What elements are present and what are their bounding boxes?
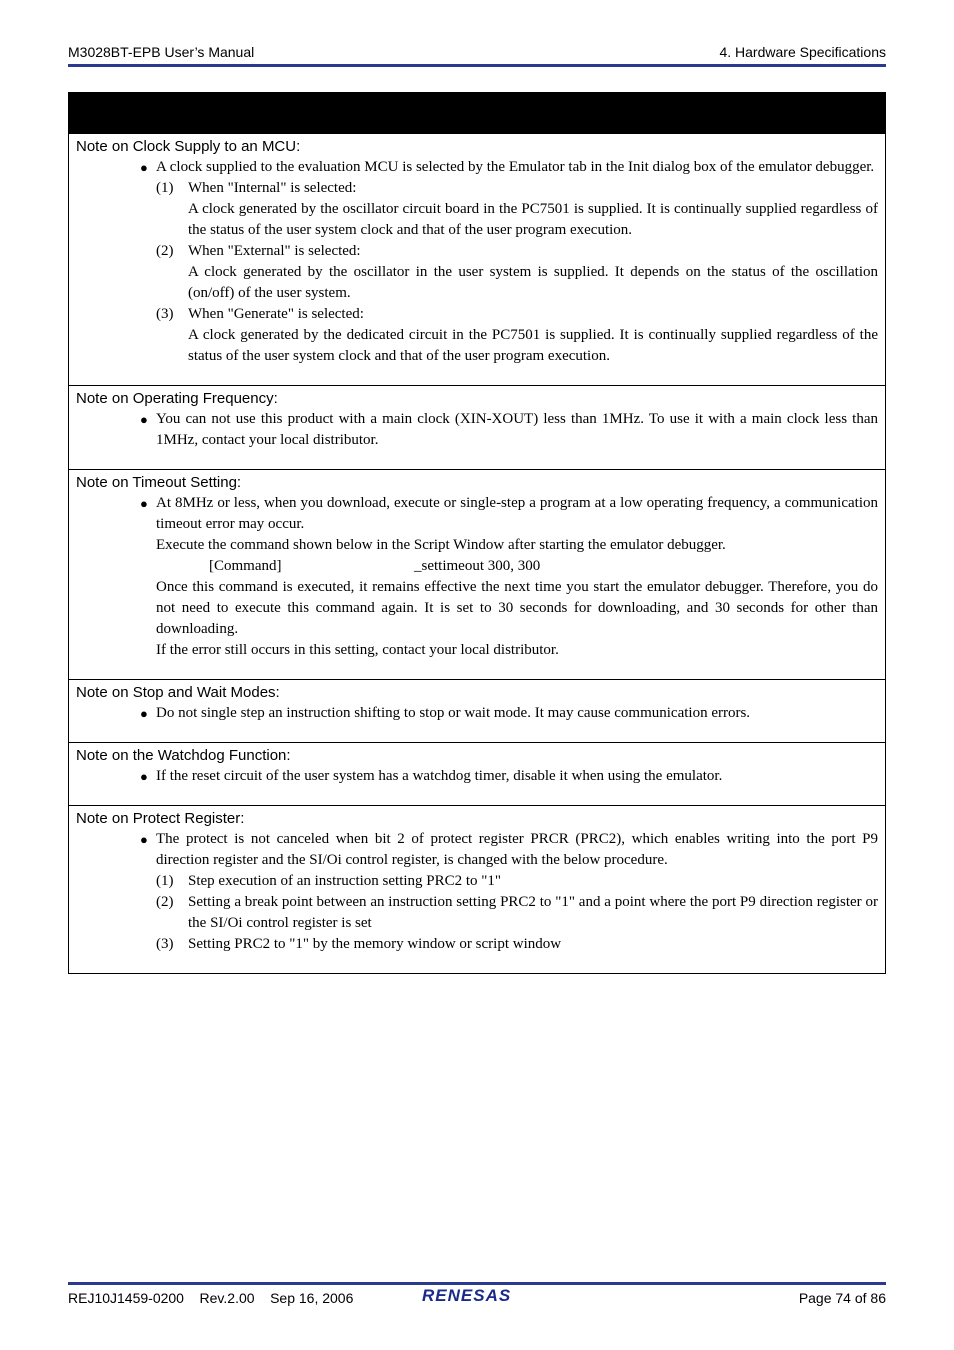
bullet-item: ● You can not use this product with a main clock (XIN-XOUT) less than 1MHz. To use it with a main clock less than 1MHz, contact your local distributor. — [140, 411, 878, 448]
header-rule — [68, 64, 886, 67]
document-id: REJ10J1459-0200 Rev.2.00 Sep 16, 2006 — [68, 1290, 354, 1306]
bullet-icon: ● — [140, 412, 148, 427]
list-item: (2) Setting a break point between an instruction setting PRC2 to "1" and a point where the port P9 direction register or the SI/Oi control register is set — [156, 894, 878, 931]
section-clock-supply — [69, 134, 885, 385]
section-title: Note on Operating Frequency: — [76, 390, 278, 407]
bullet-icon: ● — [140, 706, 148, 721]
section-stop-wait — [69, 679, 885, 742]
paragraph: Once this command is executed, it remains effective the next time you start the emulator debugger. Therefore, you do not need to execute this command again. It is set to 30 seconds for downloading, and 30 seconds for other than downloading. — [156, 579, 878, 637]
bullet-icon: ● — [140, 160, 148, 175]
section-title: Note on Clock Supply to an MCU: — [76, 138, 301, 155]
section-watchdog — [69, 742, 885, 805]
bullet-item: ● If the reset circuit of the user system has a watchdog timer, disable it when using the emulator. — [76, 766, 878, 787]
bullet-item: ● Do not single step an instruction shifting to stop or wait mode. It may cause communication errors. — [76, 703, 878, 724]
section-operating-frequency — [69, 385, 885, 469]
list-item: (1) Step execution of an instruction setting PRC2 to "1" — [156, 873, 502, 889]
list-item-text: A clock generated by the oscillator in the user system is supplied. It depends on the status of the oscillation (on/off) of the user system. — [188, 264, 878, 301]
command-value: _settimeout 300, 300 — [414, 558, 541, 574]
bullet-icon: ● — [140, 769, 148, 784]
table-banner — [69, 93, 885, 134]
page-number: Page 74 of 86 — [798, 1290, 886, 1306]
list-item: (3) When "Generate" is selected: — [156, 306, 364, 322]
manual-title: M3028BT-EPB User’s Manual — [68, 44, 255, 60]
section-title: Note on Protect Register: — [76, 810, 245, 827]
bullet-item: ● The protect is not canceled when bit 2 of protect register PRCR (PRC2), which enables writing into the port P9 direction register and the SI/Oi control register, is changed with the below procedure. — [140, 831, 878, 868]
command-line — [76, 556, 878, 577]
list-item-text: A clock generated by the oscillator circuit board in the PC7501 is supplied. It is continually supplied regardless of the status of the user system clock and that of the user program execution. — [188, 201, 878, 238]
section-timeout-setting — [69, 469, 885, 679]
paragraph: If the error still occurs in this setting, contact your local distributor. — [156, 642, 559, 658]
section-title: Note on Timeout Setting: — [76, 474, 242, 491]
bullet-item: ● A clock supplied to the evaluation MCU is selected by the Emulator tab in the Init dialog box of the emulator debugger. — [76, 157, 878, 178]
renesas-logo: RENESAS — [422, 1286, 512, 1305]
section-protect-register — [69, 805, 885, 973]
list-item: (1) When "Internal" is selected: — [156, 180, 357, 196]
footer-rule — [68, 1282, 886, 1285]
list-item: (3) Setting PRC2 to "1" by the memory window or script window — [156, 936, 562, 952]
bullet-icon: ● — [140, 496, 148, 511]
bullet-item: ● At 8MHz or less, when you download, execute or single-step a program at a low operating frequency, a communication timeout error may occur. — [140, 495, 878, 532]
list-item: (2) When "External" is selected: — [156, 243, 361, 259]
notes-table — [68, 92, 886, 974]
list-item-text: A clock generated by the dedicated circuit in the PC7501 is supplied. It is continually supplied regardless of the status of the user system clock and that of the user program execution. — [188, 327, 878, 364]
section-title: Note on the Watchdog Function: — [76, 747, 291, 764]
bullet-icon: ● — [140, 832, 148, 847]
command-label: [Command] — [209, 558, 282, 574]
chapter-title: 4. Hardware Specifications — [719, 44, 886, 60]
section-title: Note on Stop and Wait Modes: — [76, 684, 280, 701]
paragraph: Execute the command shown below in the Script Window after starting the emulator debugger. — [156, 537, 726, 553]
